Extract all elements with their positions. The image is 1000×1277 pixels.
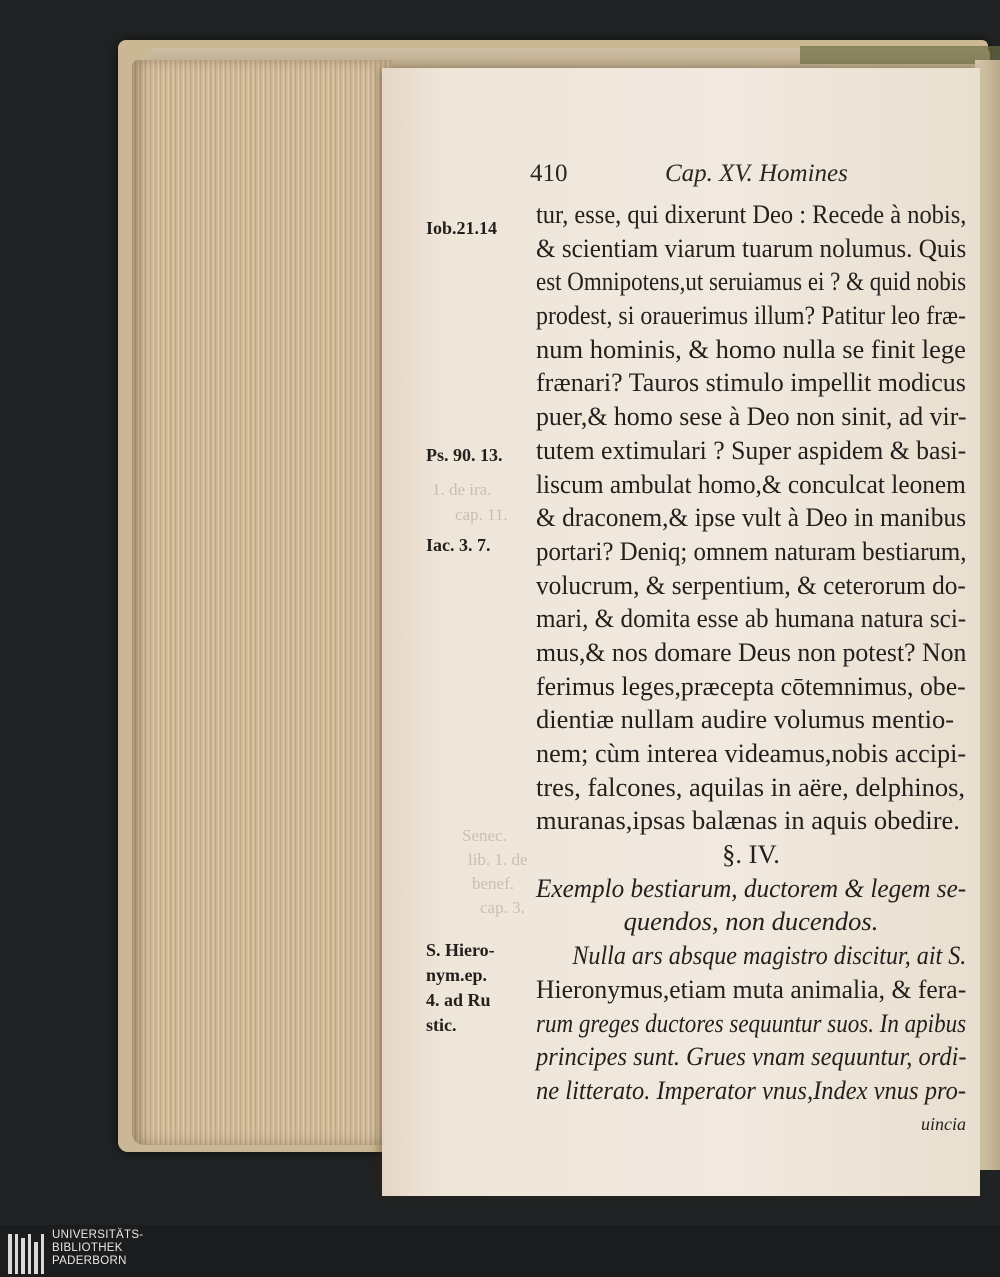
text-line: muranas,ipsas balænas in aquis obedire. xyxy=(536,805,960,836)
text-line: Nulla ars absque magistro discitur, ait S. xyxy=(572,940,967,971)
cover-binding xyxy=(800,46,1000,64)
text-line: mari, & domita esse ab humana natura sci- xyxy=(536,603,967,634)
text-line: Hieronymus,etiam muta animalia, & fera- xyxy=(536,973,967,1004)
text-line: frænari? Tauros stimulo impellit modicus xyxy=(536,367,966,398)
chapter-title: Cap. XV. Homines xyxy=(665,160,848,187)
text-line: mus,& nos domare Deus non potest? Non xyxy=(536,636,967,667)
margin-note: S. Hiero- xyxy=(426,940,495,960)
ghost-margin-note: 1. de ira. xyxy=(432,480,492,499)
text-line: nem; cùm interea videamus,nobis accipi- xyxy=(536,738,967,768)
section-subtitle: quendos, non ducendos. xyxy=(623,906,879,937)
text-line: & scientiam viarum tuarum nolumus. Quis xyxy=(536,232,967,263)
text-line: dientiæ nullam audire volumus mentio- xyxy=(536,704,955,735)
page-number: 410 xyxy=(530,160,568,187)
ghost-margin-note: cap. 3. xyxy=(480,898,525,917)
text-line: liscum ambulat homo,& conculcat leonem xyxy=(536,468,966,499)
text-line: rum greges ductores sequuntur suos. In apibus xyxy=(536,1007,967,1038)
text-line: tutem extimulari ? Super aspidem & basi- xyxy=(536,434,967,465)
text-line: tres, falcones, aquilas in aëre, delphinos, xyxy=(536,771,966,802)
running-head xyxy=(530,160,950,196)
text-line: portari? Deniq; omnem naturam bestiarum, xyxy=(536,535,967,566)
text-line: ferimus leges,præcepta cōtemnimus, obe- xyxy=(536,670,966,701)
text-line: prodest, si orauerimus illum? Patitur leo fræ- xyxy=(536,300,966,331)
catchword: uincia xyxy=(921,1113,966,1134)
ghost-margin-note: benef. xyxy=(472,874,515,893)
ghost-margin-note: Senec. xyxy=(462,826,507,845)
ghost-margin-note: lib. 1. de xyxy=(468,850,528,869)
library-logo-icon xyxy=(8,1230,44,1274)
library-logo-text: UNIVERSITÄTS- BIBLIOTHEK PADERBORN xyxy=(52,1229,144,1267)
text-line: num hominis, & homo nulla se finit lege xyxy=(536,333,966,364)
page-body xyxy=(536,198,966,1141)
ghost-margin-note: cap. 11. xyxy=(455,505,508,524)
text-line: ne litterato. Imperator vnus,Index vnus pro- xyxy=(536,1074,967,1105)
page-block-edge xyxy=(132,60,392,1145)
margin-note: Ps. 90. 13. xyxy=(426,445,503,465)
margin-note: Iob.21.14 xyxy=(426,218,498,238)
section-heading: §. IV. xyxy=(722,839,780,870)
text-line: & draconem,& ipse vult à Deo in manibus xyxy=(536,502,967,533)
text-line: principes sunt. Grues vnam sequuntur, ordi- xyxy=(536,1041,967,1072)
section-subtitle: Exemplo bestiarum, ductorem & legem se- xyxy=(536,872,967,903)
margin-note: Iac. 3. 7. xyxy=(426,535,491,555)
margin-note: nym.ep. xyxy=(426,965,488,985)
text-line: tur, esse, qui dixerunt Deo : Recede à nobis, xyxy=(536,199,967,229)
margin-note: 4. ad Ru xyxy=(426,990,491,1010)
footer-bar xyxy=(0,1225,1000,1277)
text-line: puer,& homo sese à Deo non sinit, ad vir- xyxy=(536,401,967,432)
text-line: volucrum, & serpentium, & ceterorum do- xyxy=(536,569,966,600)
margin-note: stic. xyxy=(426,1015,457,1035)
text-line: est Omnipotens,ut seruiamus ei ? & quid nobis xyxy=(536,266,967,297)
